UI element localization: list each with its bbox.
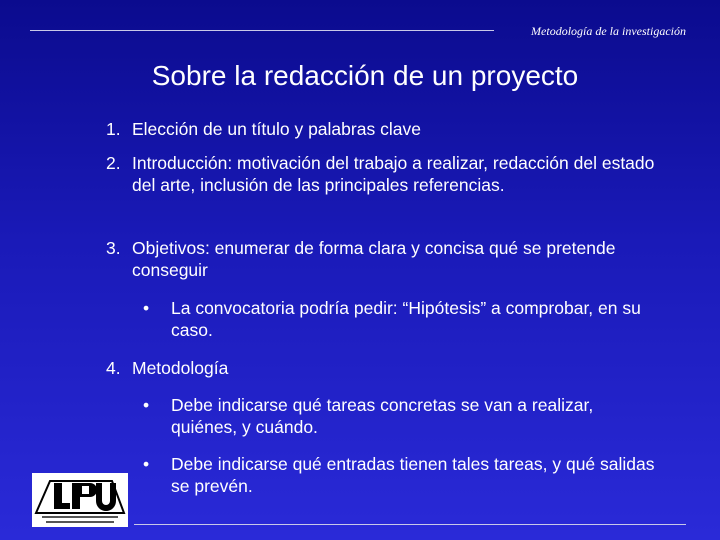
slide-title: Sobre la redacción de un proyecto	[151, 60, 579, 91]
sub-item-hipotesis	[143, 297, 663, 341]
list-item-1	[106, 118, 666, 140]
item-text: Objetivos: enumerar de forma clara y concisa qué se pretende conseguir	[132, 238, 616, 280]
bullet-icon: •	[143, 454, 150, 474]
bullet-icon: •	[143, 395, 150, 415]
sub-item-entradas	[143, 453, 663, 497]
bullet-icon: •	[143, 298, 150, 318]
footer-line	[134, 524, 686, 525]
item-number: 3.	[106, 238, 121, 258]
item-number: 1.	[106, 119, 121, 139]
item-number: 2.	[106, 153, 121, 173]
item-text: Introducción: motivación del trabajo a realizar, redacción del estado del arte, inclusión de las principales referencias.	[132, 153, 655, 195]
item-text: Metodología	[132, 358, 229, 378]
sub-item-text: La convocatoria podría pedir: “Hipótesis” a comprobar, en su caso.	[171, 298, 641, 340]
sub-item-text: Debe indicarse qué entradas tienen tales tareas, y qué salidas se prevén.	[171, 454, 655, 496]
sub-item-tareas	[143, 394, 663, 438]
list-item-3	[106, 237, 666, 281]
header-text: Metodología de la investigación	[531, 24, 686, 38]
lpu-logo-icon	[32, 473, 128, 527]
header-line	[30, 30, 494, 31]
list-item-2	[106, 152, 666, 196]
item-number: 4.	[106, 358, 121, 378]
item-text: Elección de un título y palabras clave	[132, 119, 421, 139]
sub-item-text: Debe indicarse qué tareas concretas se van a realizar, quiénes, y cuándo.	[171, 395, 594, 437]
list-item-4	[106, 357, 666, 379]
